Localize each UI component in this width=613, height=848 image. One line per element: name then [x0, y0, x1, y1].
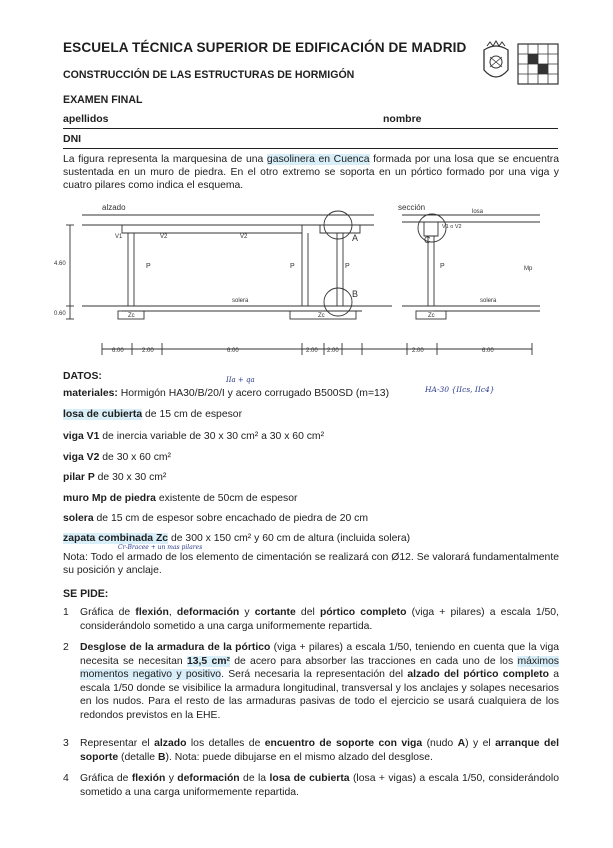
datos-title: DATOS: [63, 371, 102, 382]
item-3-a: Representar el [80, 738, 155, 749]
request-item-1 [63, 606, 559, 636]
elevation-label: alzado [102, 203, 126, 212]
item-2-h: a escala 1/50 donde se visibilice la armadura longitudinal, transversal y los anclajes y solapes necesarios en los nudos. Para el resto de las armaduras pasivas de todo el ejercicio se usará cualquiera de los redondos previstos en la EHE. [80, 669, 559, 721]
solera-label: solera [232, 298, 249, 304]
item-number: 1 [63, 607, 69, 618]
datos-viga-v1 [63, 431, 324, 442]
intro-text-2: formada por una losa que se encuentra sustentada en un muro de piedra. En el otro extremo se soporta en un pórtico formado por una viga y cuatro pilares como indica el esquema. [63, 154, 559, 191]
item-3-e: (nudo [422, 738, 458, 749]
item-2-f: . Será necesaria la representación del [221, 669, 408, 681]
name-label: nombre [383, 113, 422, 125]
item-3-g: ) y el [465, 738, 496, 749]
beam-label-v2b: V2 [240, 234, 248, 240]
height-base-dim: 0.60 [54, 311, 66, 317]
handwritten-note-top: IIa + qa [226, 376, 255, 384]
pillar-label-3: P [345, 263, 350, 270]
losa-label: losa de cubierta [63, 409, 143, 420]
pillar-label-2: P [290, 263, 295, 270]
item-2-b: (viga + pilares) a escala 1/50, teniendo en cuenta que la viga necesita se necesitan [80, 642, 559, 667]
section-losa-label: losa [472, 209, 484, 215]
form-row-id [63, 130, 558, 149]
intro-highlight: gasolinera en Cuenca [266, 154, 370, 165]
pillar-label-1: P [146, 263, 151, 270]
height-main-dim: 4.60 [54, 261, 66, 267]
item-3-d: encuentro de soporte con viga [264, 738, 423, 749]
footing-zc-label-2: Zc [318, 313, 325, 319]
section-solera-label: solera [480, 298, 497, 304]
item-3-h: arranque del soporte [80, 738, 560, 763]
dim-1: 2.00 [142, 348, 154, 354]
section-label: sección [398, 203, 426, 212]
muro-label: muro Mp de piedra [63, 493, 156, 504]
dim-2: 6.00 [227, 348, 239, 354]
pillar-label-4: P [440, 263, 445, 270]
item-4-f: losa de cubierta [269, 773, 350, 784]
item-4-g: (losa + vigas) a escala 1/50, considerándolo sometido a una carga uniformemente repartida. [80, 773, 559, 798]
dim-0: 6.00 [112, 348, 124, 354]
item-2-g: alzado del pórtico completo [407, 669, 549, 681]
surname-label: apellidos [63, 113, 109, 125]
intro-paragraph [63, 154, 559, 192]
item-1-a: Gráfica de [80, 607, 136, 618]
item-1-b: flexión [135, 607, 169, 618]
item-text [80, 641, 559, 723]
item-4-c: y [165, 773, 178, 784]
footing-zc-label-1: Zc [128, 313, 135, 319]
v1-text: de inercia variable de 30 x 30 cm² a 30 x 60 cm² [99, 431, 325, 442]
datos-losa [63, 409, 242, 420]
node-c-label: C [424, 235, 431, 245]
dim-3: 2.00 [306, 348, 318, 354]
item-3-f: A [457, 738, 466, 749]
school-logos [476, 40, 566, 88]
datos-pilar [63, 472, 166, 483]
form-row-names [63, 110, 558, 129]
pilar-label: pilar P [63, 472, 95, 483]
datos-materials [63, 388, 389, 399]
item-2-c: 13,5 cm² [186, 655, 230, 667]
datos-muro [63, 493, 297, 504]
item-text [80, 772, 559, 799]
muro-text: existente de 50cm de espesor [155, 493, 298, 504]
dim-4: 2.00 [327, 348, 339, 354]
footing-zc-label-3: Zc [428, 313, 435, 319]
subject-title: CONSTRUCCIÓN DE LAS ESTRUCTURAS DE HORMIGÓN [63, 69, 355, 81]
item-3-k: ). Nota: puede dibujarse en el mismo alzado del desglose. [165, 751, 433, 763]
crest-icon [484, 41, 508, 77]
item-1-h: pórtico completo [319, 607, 407, 618]
item-1-f: cortante [254, 607, 296, 618]
item-number: 2 [63, 642, 69, 653]
school-title: ESCUELA TÉCNICA SUPERIOR DE EDIFICACIÓN DE MADRID [63, 40, 467, 55]
dim-5: 2.00 [412, 348, 424, 354]
beam-label-v1: V1 [115, 234, 123, 240]
item-2-e: máximos momentos negativo y positivo [80, 655, 560, 681]
item-1-g: del [295, 607, 320, 618]
materials-text: Hormigón HA30/B/20/I y acero corrugado B500SD (m=13) [117, 388, 390, 399]
item-2-d: de acero para absorber las tracciones en cada uno de los [229, 655, 518, 667]
request-item-2 [63, 641, 559, 729]
v2-text: de 30 x 60 cm² [99, 452, 172, 463]
item-number: 4 [63, 773, 69, 784]
item-text [80, 737, 559, 764]
request-item-4 [63, 772, 559, 802]
exam-title: EXAMEN FINAL [63, 94, 143, 106]
node-b-label: B [352, 289, 359, 299]
item-4-b: flexión [131, 773, 166, 784]
item-1-i: (viga + pilares) a escala 1/50, considerándolo sometido a una carga uniformemente repartida. [80, 607, 559, 632]
item-4-e: de la [239, 773, 270, 784]
section-beam-label: V1 o V2 [442, 224, 462, 230]
v2-label: viga V2 [63, 452, 100, 463]
handwritten-note-zapata: Cr-Bracee + un mas pilares [118, 544, 203, 551]
intro-text-1: La figura representa la marquesina de una [63, 154, 267, 165]
grid-logo-icon [518, 44, 558, 84]
datos-solera [63, 513, 368, 524]
item-1-c: , [168, 607, 177, 618]
losa-text: de 15 cm de espesor [142, 409, 243, 420]
item-3-j: B [157, 751, 166, 763]
zapata-label: zapata combinada Zc [63, 533, 169, 544]
item-1-d: deformación [176, 607, 240, 618]
item-4-a: Gráfica de [80, 773, 132, 784]
v1-label: viga V1 [63, 431, 100, 442]
item-2-a: Desglose de la armadura de la pórtico [80, 642, 271, 653]
structure-drawing [54, 198, 562, 364]
wall-mp-label: Mp [524, 266, 533, 272]
datos-zapata [63, 533, 410, 544]
item-3-c: los detalles de [186, 738, 265, 749]
solera-label-text: solera [63, 513, 94, 524]
item-1-e: y [239, 607, 255, 618]
zapata-text: de 300 x 150 cm² y 60 cm de altura (incluida solera) [168, 533, 411, 544]
se-pide-title: SE PIDE: [63, 588, 109, 600]
materials-label: materiales: [63, 388, 118, 399]
beam-label-v2a: V2 [160, 234, 168, 240]
request-item-3 [63, 737, 559, 767]
dim-6: 6.00 [482, 348, 494, 354]
item-text [80, 606, 559, 633]
item-number: 3 [63, 738, 69, 749]
handwritten-note-materials: HA-30 {IIcs, IIc4} [425, 385, 495, 394]
item-3-i: (detalle [118, 751, 158, 763]
node-a-label: A [352, 233, 359, 243]
item-4-d: deformación [177, 773, 240, 784]
datos-viga-v2 [63, 452, 171, 463]
solera-text: de 15 cm de espesor sobre encachado de piedra de 20 cm [93, 513, 368, 524]
item-3-b: alzado [154, 738, 187, 749]
datos-nota: Nota: Todo el armado de los elemento de cimentación se realizará con Ø12. Se valorará fundamentalmente su posición y anclaje. [63, 552, 559, 576]
id-label: DNI [63, 133, 82, 145]
pilar-text: de 30 x 30 cm² [94, 472, 167, 483]
